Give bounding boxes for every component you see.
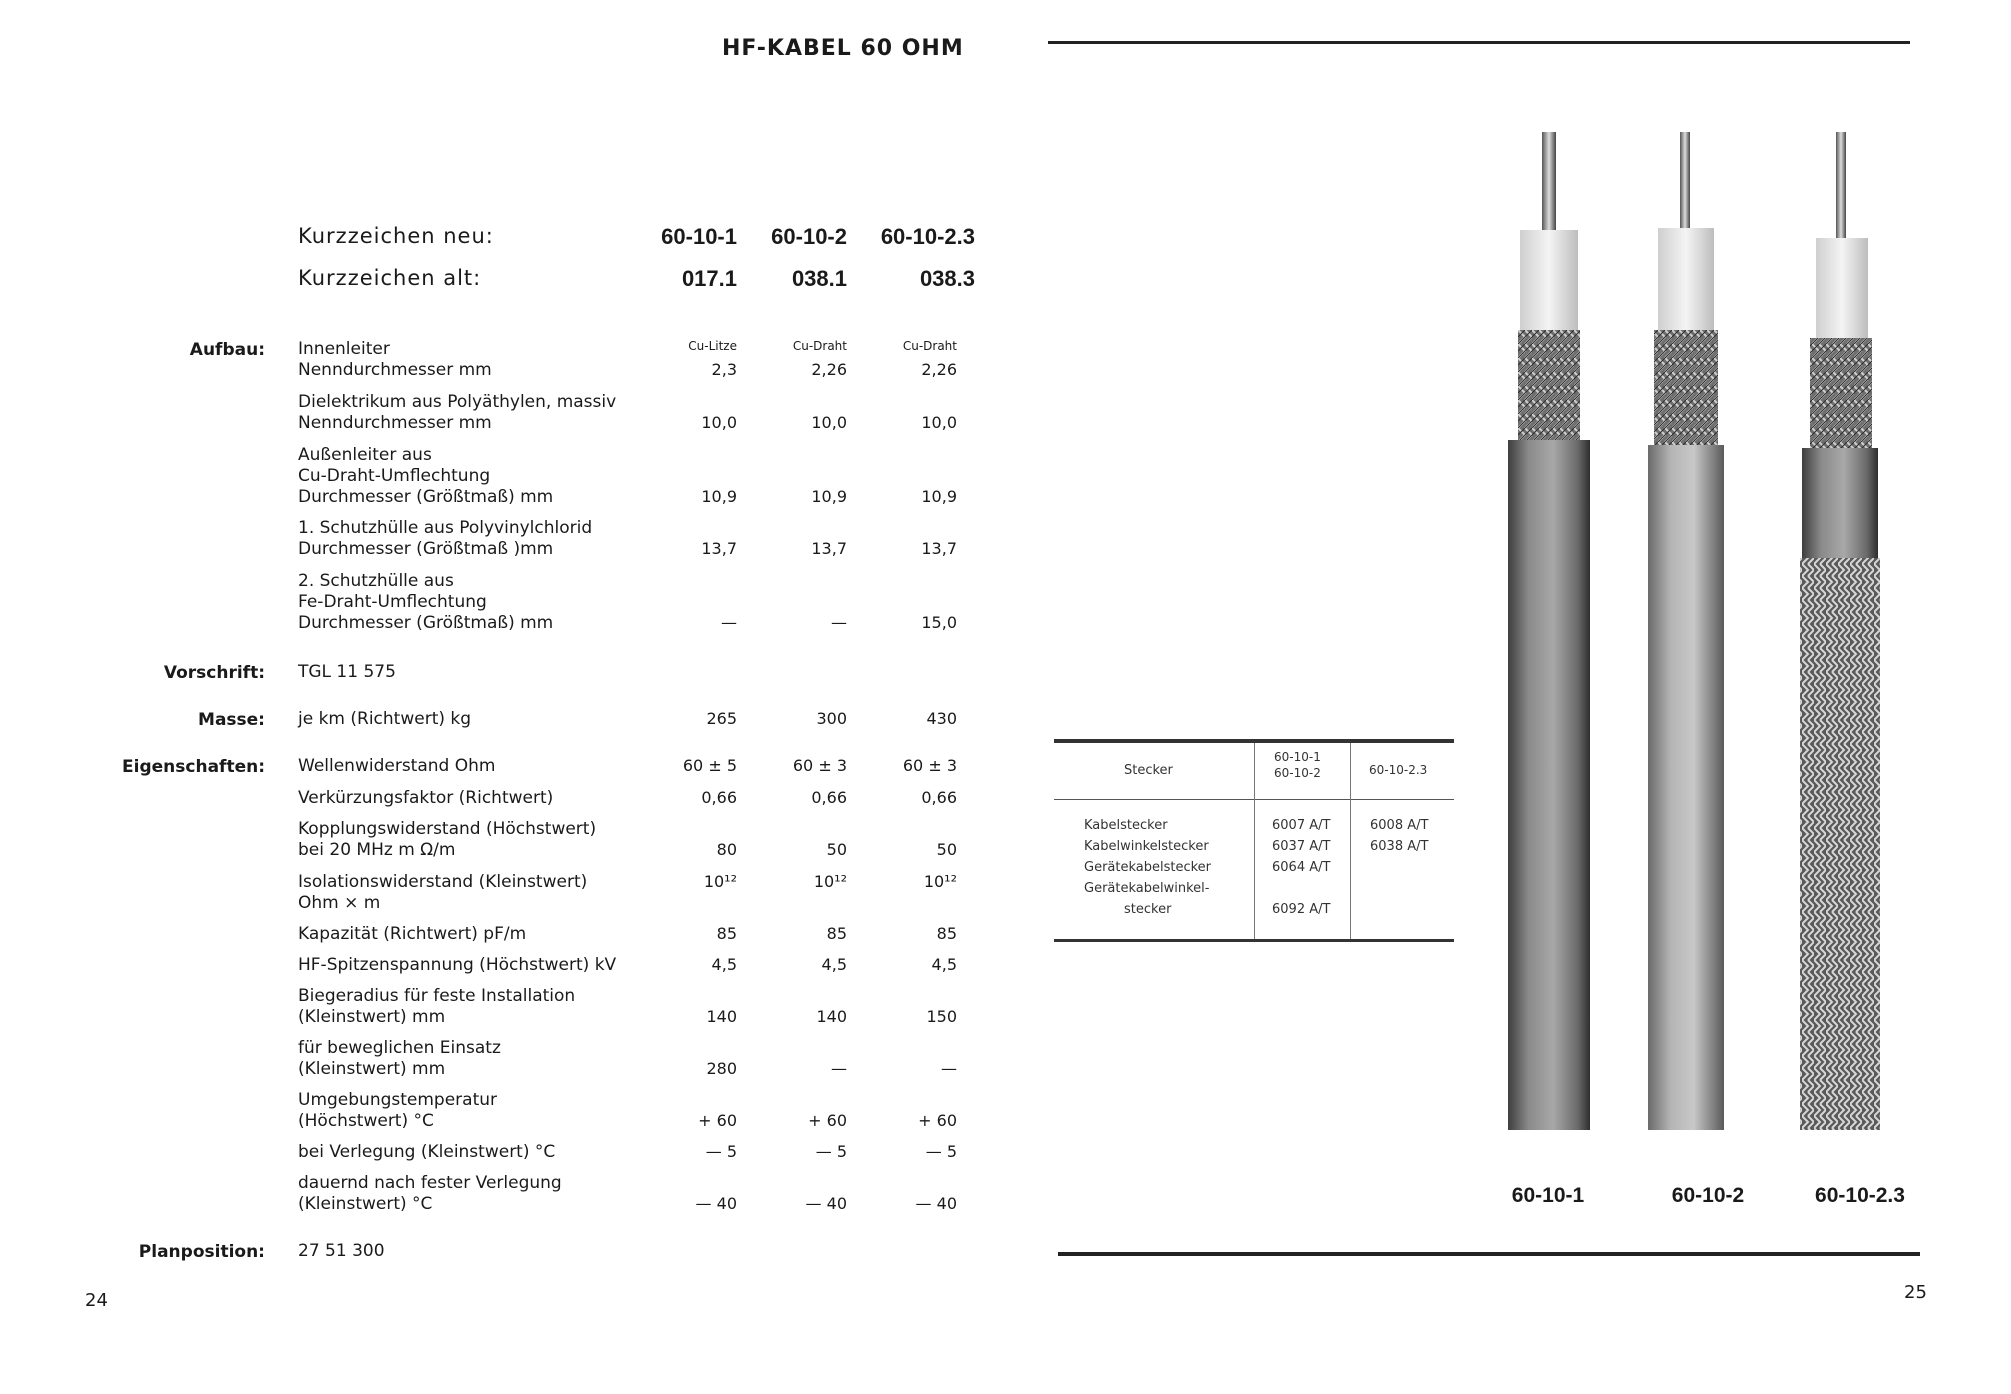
aufbau-row-3-label: [298, 445, 553, 508]
connector-type-list: [1084, 815, 1211, 920]
eig-value: + 60: [698, 1111, 737, 1130]
aufbau-row-1-label: [298, 339, 492, 381]
table-cell: stecker: [1124, 902, 1172, 917]
page-number-right: 25: [1904, 1282, 1927, 1303]
table-cell: 6038 A/T: [1370, 839, 1429, 854]
page-title: HF-KABEL 60 OHM: [722, 36, 964, 61]
eig-value: 60 ± 5: [682, 756, 737, 775]
eig-value: 85: [716, 924, 737, 943]
table-cell: 6007 A/T: [1272, 818, 1331, 833]
text-line: Durchmesser (Größtmaß) mm: [298, 613, 554, 633]
aufbau-row-2-label: [298, 392, 616, 434]
eig-value: + 60: [808, 1111, 847, 1130]
eig-value: 140: [816, 1007, 847, 1026]
eig-row-label: [298, 986, 575, 1028]
table-divider: [1254, 743, 1255, 939]
text-line: Cu-Draht-Umflechtung: [298, 466, 491, 486]
text-line: Wellenwiderstand Ohm: [298, 756, 496, 776]
eig-value: — 40: [805, 1194, 847, 1213]
masse-value: 430: [926, 709, 957, 728]
eig-value: 4,5: [931, 955, 957, 974]
eig-value: — 5: [815, 1142, 847, 1161]
cable-jacket: [1648, 445, 1724, 1130]
cable-photos: [1490, 120, 1930, 1180]
eig-row-label: [298, 872, 587, 914]
aufbau-value: —: [831, 613, 847, 632]
bottom-rule: [1058, 1252, 1920, 1256]
eig-value: 10¹²: [923, 872, 957, 891]
section-vorschrift: Vorschrift:: [163, 663, 265, 683]
eig-row-label: [298, 1173, 562, 1215]
aufbau-value: 10,0: [811, 413, 847, 432]
aufbau-row-4-label: [298, 518, 592, 560]
aufbau-value: 2,26: [811, 360, 847, 379]
text-line: Nenndurchmesser mm: [298, 360, 492, 380]
aufbau-value: —: [721, 613, 737, 632]
inner-conductor: [1680, 132, 1690, 242]
aufbau-value: 10,9: [701, 487, 737, 506]
eig-value: 10¹²: [703, 872, 737, 891]
masse-label: je km (Richtwert) kg: [298, 709, 472, 729]
text-line: Umgebungstemperatur: [298, 1090, 498, 1110]
text-line: 60-10-2: [1274, 766, 1321, 780]
eig-value: — 40: [695, 1194, 737, 1213]
masse-value: 265: [706, 709, 737, 728]
connector-header-cable-a: [1274, 749, 1321, 781]
text-line: (Kleinstwert) mm: [298, 1059, 446, 1079]
text-line: Dielektrikum aus Polyäthylen, massiv: [298, 392, 617, 412]
eig-row-label: [298, 1090, 497, 1132]
aufbau-row-5-label: [298, 571, 553, 634]
table-cell: 6037 A/T: [1272, 839, 1331, 854]
eig-row-label: [298, 924, 526, 945]
eig-value: 0,66: [811, 788, 847, 807]
table-cell: 6064 A/T: [1272, 860, 1331, 875]
eig-value: 80: [716, 840, 737, 859]
cable-label-2: 60-10-2: [1671, 1184, 1745, 1207]
code-old-3: 038.3: [919, 266, 975, 291]
text-line: Fe-Draht-Umflechtung: [298, 592, 487, 612]
aufbau-value: 10,0: [921, 413, 957, 432]
table-cell: [1272, 878, 1330, 899]
eig-row-label: [298, 819, 596, 861]
code-new-label: Kurzzeichen neu:: [298, 224, 494, 248]
table-cell: Gerätekabelstecker: [1084, 860, 1212, 875]
text-line: Außenleiter aus: [298, 445, 432, 465]
text-line: bei 20 MHz m Ω/m: [298, 840, 456, 860]
masse-value: 300: [816, 709, 847, 728]
pvc-sheath: [1802, 448, 1878, 558]
text-line: Kopplungswiderstand (Höchstwert): [298, 819, 597, 839]
eig-value: — 40: [915, 1194, 957, 1213]
code-old-2: 038.1: [791, 266, 847, 291]
eig-value: 4,5: [821, 955, 847, 974]
outer-braid: [1654, 330, 1718, 445]
code-old-1: 017.1: [681, 266, 737, 291]
eig-value: 60 ± 3: [792, 756, 847, 775]
aufbau-material-3: Cu-Draht: [902, 339, 957, 353]
dielectric: [1816, 238, 1868, 338]
eig-value: 140: [706, 1007, 737, 1026]
code-old-label: Kurzzeichen alt:: [298, 266, 482, 290]
eig-value: —: [941, 1059, 957, 1078]
aufbau-value: 13,7: [811, 539, 847, 558]
eig-row-label: [298, 1142, 555, 1163]
eig-value: 0,66: [921, 788, 957, 807]
code-new-2: 60-10-2: [771, 224, 847, 249]
outer-braid: [1810, 338, 1872, 448]
section-masse: Masse:: [198, 710, 265, 730]
steel-braid: [1800, 558, 1880, 1130]
aufbau-value: 10,9: [811, 487, 847, 506]
text-line: Biegeradius für feste Installation: [298, 986, 576, 1006]
text-line: HF-Spitzenspannung (Höchstwert) kV: [298, 955, 617, 975]
aufbau-value: 13,7: [701, 539, 737, 558]
aufbau-value: 2,26: [921, 360, 957, 379]
section-planposition: Planposition:: [138, 1242, 265, 1262]
eig-value: 85: [936, 924, 957, 943]
header-rule: [1048, 41, 1910, 44]
cable-label-3: 60-10-2.3: [1815, 1184, 1905, 1207]
text-line: Durchmesser (Größtmaß) mm: [298, 487, 554, 507]
eig-value: 280: [706, 1059, 737, 1078]
connector-header-cable-b: 60-10-2.3: [1369, 763, 1428, 777]
text-line: Kapazität (Richtwert) pF/m: [298, 924, 527, 944]
text-line: Ohm × m: [298, 893, 381, 913]
text-line: Isolationswiderstand (Kleinstwert): [298, 872, 588, 892]
table-divider: [1350, 743, 1351, 939]
text-line: 1. Schutzhülle aus Polyvinylchlorid: [298, 518, 593, 538]
inner-conductor: [1542, 132, 1556, 242]
connector-table: [1054, 739, 1454, 942]
inner-conductor: [1836, 132, 1846, 250]
eig-row-label: [298, 788, 553, 809]
vorschrift-value: TGL 11 575: [298, 662, 396, 682]
aufbau-value: 10,9: [921, 487, 957, 506]
text-line: 60-10-1: [1274, 750, 1321, 764]
text-line: bei Verlegung (Kleinstwert) °C: [298, 1142, 556, 1162]
aufbau-value: 15,0: [921, 613, 957, 632]
eig-row-label: [298, 756, 495, 777]
planposition-value: 27 51 300: [298, 1241, 385, 1261]
eig-value: — 5: [925, 1142, 957, 1161]
outer-braid: [1518, 330, 1580, 440]
eig-value: 150: [926, 1007, 957, 1026]
section-aufbau: Aufbau:: [189, 340, 265, 360]
eig-value: 50: [826, 840, 847, 859]
text-line: dauernd nach fester Verlegung: [298, 1173, 562, 1193]
table-cell: Kabelstecker: [1084, 818, 1168, 833]
eig-row-label: [298, 955, 616, 976]
cable-label-1: 60-10-1: [1511, 1184, 1585, 1207]
aufbau-value: 13,7: [921, 539, 957, 558]
connector-header-stecker: Stecker: [1124, 763, 1173, 778]
eig-value: 4,5: [711, 955, 737, 974]
table-cell: Gerätekabelwinkel-: [1084, 881, 1210, 896]
dielectric: [1520, 230, 1578, 330]
connector-col3-list: [1370, 815, 1428, 857]
text-line: (Kleinstwert) °C: [298, 1194, 433, 1214]
text-line: 2. Schutzhülle aus: [298, 571, 454, 591]
aufbau-value: 2,3: [711, 360, 737, 379]
text-line: (Kleinstwert) mm: [298, 1007, 446, 1027]
eig-value: 50: [936, 840, 957, 859]
table-cell: 6092 A/T: [1272, 902, 1331, 917]
eig-value: 0,66: [701, 788, 737, 807]
connector-col2-list: [1272, 815, 1330, 920]
dielectric: [1658, 228, 1714, 330]
eig-value: — 5: [705, 1142, 737, 1161]
eig-value: —: [831, 1059, 847, 1078]
text-line: (Höchstwert) °C: [298, 1111, 434, 1131]
eig-value: + 60: [918, 1111, 957, 1130]
aufbau-material-1: Cu-Litze: [688, 339, 737, 353]
table-cell: Kabelwinkelstecker: [1084, 839, 1209, 854]
section-eigenschaften: Eigenschaften:: [122, 757, 265, 777]
text-line: für beweglichen Einsatz: [298, 1038, 501, 1058]
eig-value: 85: [826, 924, 847, 943]
eig-value: 60 ± 3: [902, 756, 957, 775]
text-line: Durchmesser (Größtmaß )mm: [298, 539, 554, 559]
code-new-3: 60-10-2.3: [880, 224, 975, 249]
text-line: Nenndurchmesser mm: [298, 413, 492, 433]
aufbau-value: 10,0: [701, 413, 737, 432]
page-number-left: 24: [85, 1290, 108, 1311]
text-line: Verkürzungsfaktor (Richtwert): [298, 788, 554, 808]
eig-value: 10¹²: [813, 872, 847, 891]
table-cell: 6008 A/T: [1370, 818, 1429, 833]
text-line: Innenleiter: [298, 339, 390, 359]
cable-jacket: [1508, 440, 1590, 1130]
aufbau-material-2: Cu-Draht: [792, 339, 847, 353]
eig-row-label: [298, 1038, 501, 1080]
code-new-1: 60-10-1: [661, 224, 737, 249]
